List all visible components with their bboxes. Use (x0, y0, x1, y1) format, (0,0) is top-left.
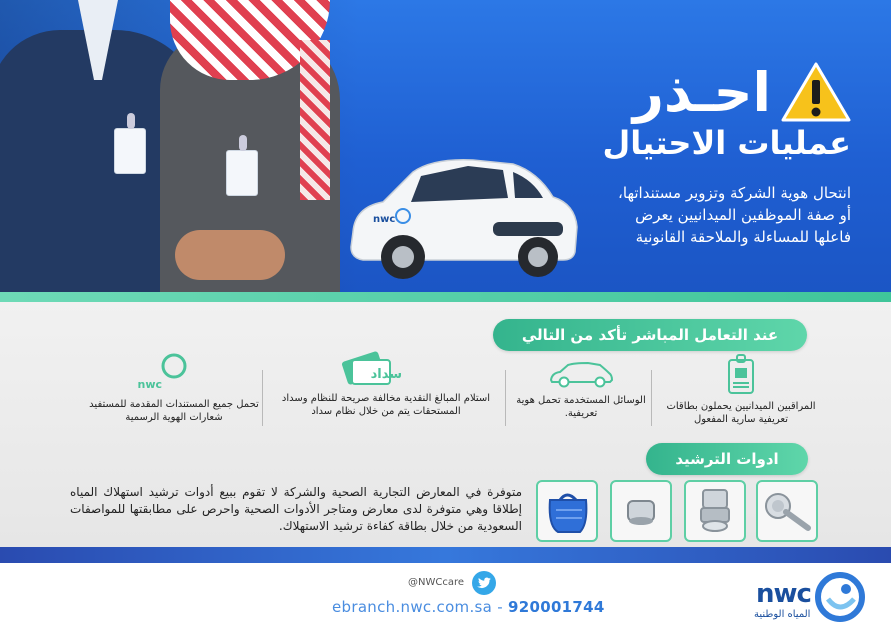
divider (505, 370, 506, 426)
tools-title-pill: ادوات الترشيد (646, 443, 808, 475)
small-aerator-icon (624, 495, 658, 527)
contact-line (332, 598, 605, 616)
check-text: المراقبين الميدانيين يحملون بطاقات تعريفية سارية المفعول (666, 401, 816, 425)
car-logo: nwc (373, 214, 396, 225)
footer (0, 563, 891, 630)
info-section (0, 302, 891, 547)
green-divider (0, 292, 891, 302)
id-card-icon (728, 354, 754, 394)
twitter-link[interactable] (472, 571, 496, 595)
tool-item-tank-bag (536, 480, 598, 542)
person-right-shemagh-tail (300, 40, 330, 200)
nwc-logo (750, 569, 870, 625)
id-badge (114, 128, 146, 174)
nwc-small-label: nwc (137, 378, 162, 391)
check-item-id-card (656, 354, 826, 426)
shower-head-icon (762, 490, 812, 532)
check-item-car (516, 362, 646, 420)
tools-description: متوفرة في المعارض التجارية الصحية والشركة لا تقوم ببيع أدوات ترشيد استهلاك المياه إطلاقا وهي متوفرة لدى معارض ومتاجر الأدوات الصحية واحرص على مطابقتها للمواصفات السعودية من خلال بطاقة كفاءة ترشيد الاستهلاك. (70, 485, 522, 533)
headline: احـذر (632, 61, 771, 124)
phone-number[interactable]: 920001744 (508, 598, 605, 616)
checks-title-pill: عند التعامل المباشر تأكد من التالي (493, 319, 807, 351)
id-badge (226, 150, 258, 196)
divider (262, 370, 263, 426)
warning-icon (781, 62, 851, 124)
twitter-handle[interactable]: @NWCcare (408, 577, 465, 588)
tool-item-shower (756, 480, 818, 542)
toilet-tank-bag-icon (542, 486, 592, 536)
hero-banner (0, 0, 891, 296)
blue-divider (0, 547, 891, 563)
subheadline: عمليات الاحتيال (602, 124, 851, 162)
hero-line: أو صفة الموظفين الميدانيين يعرض (635, 206, 851, 224)
contact-separator: - (492, 598, 508, 616)
logo-word: nwc (756, 579, 811, 609)
divider (651, 370, 652, 426)
headline-group (633, 62, 851, 124)
car-icon (548, 362, 614, 388)
clasped-hands (175, 230, 285, 280)
faucet-aerator-icon (693, 488, 737, 534)
nwc-logo-icon (137, 352, 194, 392)
check-item-logo (86, 352, 262, 424)
sadad-label: سداد (370, 367, 402, 382)
check-text: استلام المبالغ النقدية مخالفة صريحة للنظام وسداد المستحقات يتم من خلال نظام سداد (281, 393, 491, 417)
logo-arabic: المياه الوطنية (754, 609, 811, 620)
twitter-bird-icon (477, 577, 491, 589)
check-item-sadad (272, 348, 500, 418)
tool-item-small-aerator (610, 480, 672, 542)
hero-warning-text (531, 182, 851, 248)
check-text: تحمل جميع المستندات المقدمة للمستفيد شعارات الهوية الرسمية (89, 399, 259, 423)
website-link[interactable]: ebranch.nwc.com.sa (332, 598, 493, 616)
tool-item-aerator (684, 480, 746, 542)
sadad-payment-icon (340, 348, 432, 386)
hero-line: فاعلها للمساءلة والملاحقة القانونية (635, 228, 851, 246)
hero-line: انتحال هوية الشركة وتزوير مستنداتها، (618, 184, 851, 202)
check-text: الوسائل المستخدمة تحمل هوية تعريفية. (516, 395, 646, 419)
